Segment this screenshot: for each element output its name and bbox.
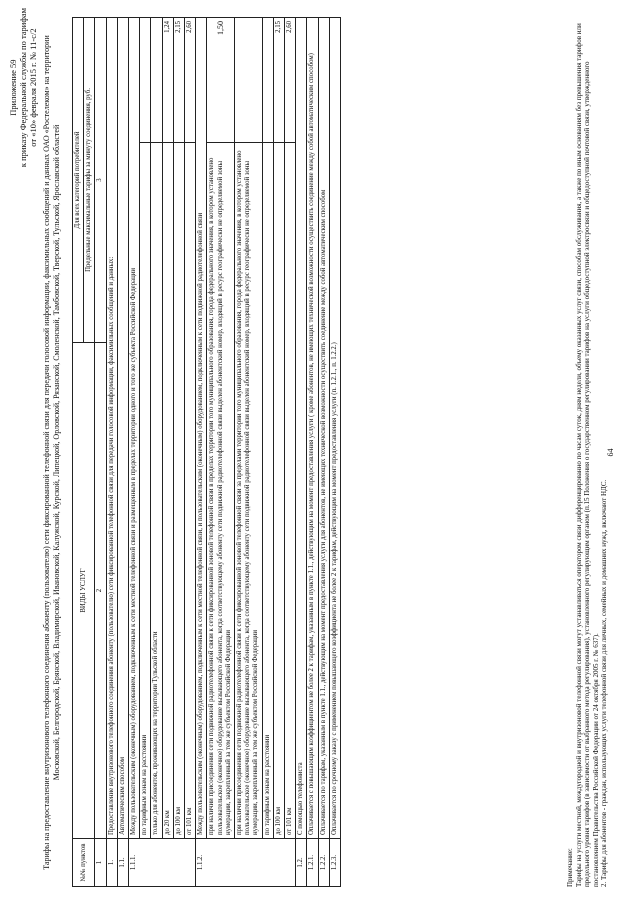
distance-label: от 101 км [285,143,296,839]
condition-b: при наличии присоединения сети подвижной радиотелефонной связи к сети фиксированной зоновой телефонной связи за пределами территории того муниципального образования, города федерального значения, в котором установлено пользовательское (оконечное) оборудование вызывающего абонента, когда соответствующему абоненту сети подвижной радиотелефонной связи выделен абонентский номер, входящий в ресурс географически не определяемой зоны нумерации, закрепленный за тем же субъектом Российской Федерации [235,143,263,839]
empty-cell [140,17,151,142]
row-text: Между пользовательским (оконечным) оборудованием, подключенным к сети местной телефонной связи и размещенным в пределах территории одного и того же субъекта Российской Федерации [129,17,140,838]
tariff-value: 2,60 [185,17,196,142]
header-services: ВИДЫ УСЛУГ [73,343,95,839]
empty-cell [235,17,263,142]
distance-label: до 20 км [162,143,173,839]
row-text: Между пользовательским (оконечным) оборудованием, подключенным к сети местной телефонной связи, и пользовательским (оконечным) оборудованием, подключенным к сети подвижной радиотелефонной связи [196,17,207,838]
row-text: Предоставление внутризонового телефонного соединения абоненту (пользователю) сети фиксированной телефонной связи для передачи голосовой информации, факсимильных сообщений и данных: [106,17,117,838]
table-row [207,17,235,886]
distance-label: от 101 км [185,143,196,839]
header-max-tariff: Предельные максимальные тарифы за минуту соединения, руб. [84,17,95,342]
table-row [140,17,151,886]
page-number: 64 [606,448,615,457]
row-text: Оплачивается по тарифам, указанным в пункте 1.1., действующим на момент предоставления услуги для абонентов, не имеющих технической возможности осуществить соединение между собой автоматическим способом [318,17,329,838]
col-number-2: 2 [95,343,106,839]
row-num: 1. [106,839,117,887]
distance-label: до 100 км [273,143,284,839]
table-row [285,17,296,886]
table-row [162,17,173,886]
tula-label: только для абонентов, проживающих на территории Тульской области [151,143,162,839]
tariff-table [72,17,341,887]
appendix-line-3: от «10» февраля 2015 г. № 11-с/2 [28,28,38,147]
row-text: Автоматическим способом [117,17,128,838]
row-num: 1.1.1. [129,839,196,887]
col-number-1: 1 [95,839,106,887]
appendix-block [8,8,38,167]
table-row [307,17,318,886]
document-title: Тарифы на предоставление внутризонового телефонного соединения абоненту (пользователю) сети фиксированной телефонной связи для передачи голосовой информации, факсимильных сообщений и данных ОАО «Ростелеком» на территории Московской, Белгородской, Брянской, Владимирской, Ивановской, Калужской, Курской, Липецкой, Орловской, Рязанской, Смоленской, Тамбовской, Тверской, Тульской, Ярославской областей [42,35,61,870]
table-row [318,17,329,886]
row-text: Оплачивается по срочному заказу с применением повышающего коэффициента не более 2 к тарифам, действующим на момент предоставления услуги (п. 1.2.1., п. 1.2.2.) [329,17,340,838]
condition-a: при наличии присоединения сети подвижной радиотелефонной связи к сети фиксированной зоновой телефонной связи в пределах территории того муниципального образования, города федерального значения, в котором установлено пользовательское (оконечное) оборудование вызывающего абонента, когда соответствующему абоненту сети подвижной радиотелефонной связи выделен абонентский номер, входящий в ресурс географически не определяемой зоны нумерации, закрепленный за тем же субъектом Российской Федерации [207,143,235,839]
header-all-categories: Для всех категорий потребителей [73,17,84,342]
empty-cell [151,17,162,142]
row-text: Оплачивается с повышающим коэффициентом не более 2 к тарифам, указанным в пункте 1.1., действующим на момент предоставления услуги ( кроме абонентов, не имеющих технической возможности осуществить соединение между собой автоматическим способом) [307,17,318,838]
row-num: 1.2. [296,839,307,887]
row-num: 1.2.2. [318,839,329,887]
table-row [117,17,128,886]
row-num: 1.1. [117,839,128,887]
table-row [273,17,284,886]
appendix-line-1: Приложение 59 [8,59,18,116]
appendix-line-2: к приказу Федеральной службы по тарифам [18,8,28,168]
empty-cell [262,17,273,142]
note-1: Тарифы на услуги местной, междугородной и внутризоновой телефонной связи могут устанавливаться оператором связи дифференцированно по часам суток, дням недели, объему оказанных услуг связи, способам обслуживания, а также по иным основаниям без превышения тарифов или предельного уровня тарифов (в зависимости от выбранного метода регулирования), установленного регулирующим органом (п.15 Положения о государственном регулировании тарифов на услуги общедоступной электросвязи и общедоступной почтовой связи, утвержденного постановлением Правительства Российской Федерации от 24 октября 2005 г. № 637). [574,23,600,887]
table-row [196,17,207,886]
table-row [185,17,196,886]
row-num: 1.1.2. [196,839,296,887]
table-row [262,17,273,886]
note-2: 2. Тарифы для абонентов - граждан, использующих услуги телефонной связи для личных, семейных и домашних нужд, включают НДС. [600,479,609,887]
header-row [73,17,84,886]
table-row [129,17,140,886]
table-row [296,17,307,886]
column-number-row [95,17,106,886]
notes-heading: Примечание: [566,848,574,887]
row-text: С помощью телефониста [296,17,307,838]
tariff-value: 2,60 [285,17,296,142]
row-num: 1.2.1. [307,839,318,887]
tariff-value: 2,15 [173,17,184,142]
distance-label: до 100 км [173,143,184,839]
col-number-3: 3 [95,17,106,342]
table-row [235,17,263,886]
row-num: 1.2.3. [329,839,340,887]
header-num: №№ пунктов [73,839,95,887]
tariff-value: 2,15 [273,17,284,142]
tariff-value: 1,24 [162,17,173,142]
zones-label: по тарифным зонам на расстоянии [262,143,273,839]
tariff-value: 1,50 [207,17,235,142]
table-row [173,17,184,886]
notes-block [566,18,609,887]
table-row [151,17,162,886]
table-row [329,17,340,886]
table-row [106,17,117,886]
zones-label: по тарифным зонам на расстоянии [140,143,151,839]
